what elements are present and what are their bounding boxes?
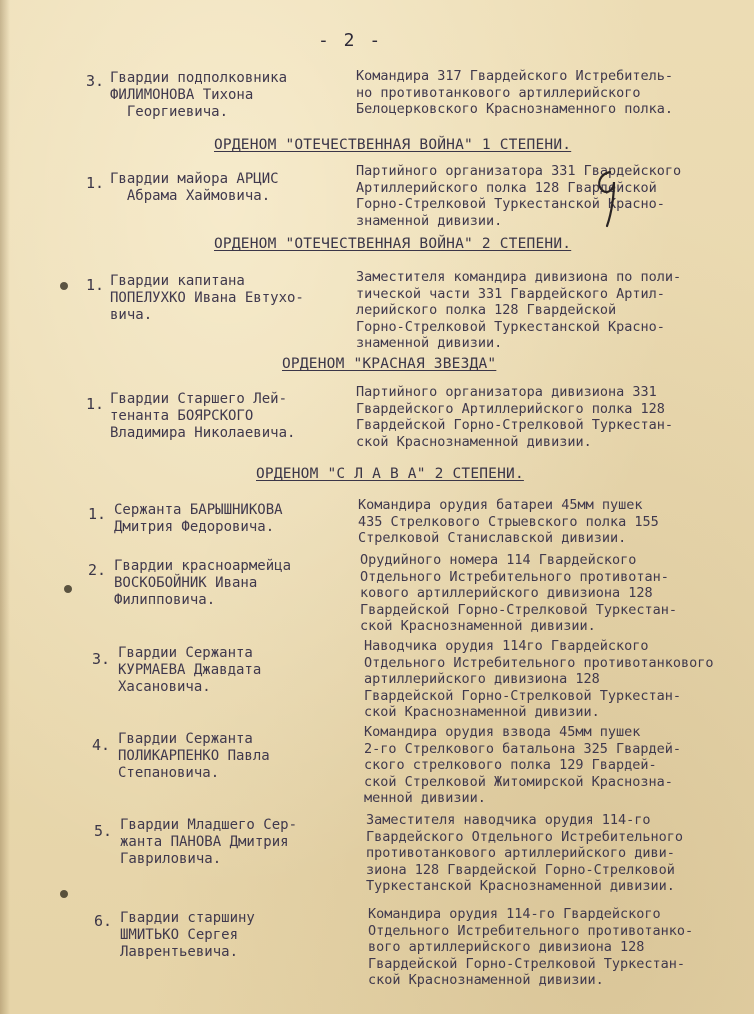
recipient-position: Наводчика орудия 114го Гвардейского Отдельного Истребительного противотанкового артиллерийского дивизиона 128 Гвардейской Горно-Стрелковой Туркестан- ской Краснознаменной дивизии.: [364, 638, 714, 720]
recipient-name: Гвардии подполковника ФИЛИМОНОВА Тихона Георгиевича.: [110, 70, 288, 120]
recipient-position: Орудийного номера 114 Гвардейского Отдельного Истребительного противотан- кового артиллерийского дивизиона 128 Гвардейской Горно-Стрелковой Туркестан- ской Краснознаменной дивизии.: [360, 552, 677, 634]
handwritten-mark-icon: [592, 168, 622, 230]
recipient-name: Гвардии Сержанта ПОЛИКАРПЕНКО Павла Степановича.: [118, 731, 270, 781]
section-heading-patriotic-war-2: ОРДЕНОМ "ОТЕЧЕСТВЕННАЯ ВОЙНА" 2 СТЕПЕНИ.: [214, 236, 572, 252]
section-heading-glory-2: ОРДЕНОМ "С Л А В А" 2 СТЕПЕНИ.: [256, 466, 524, 482]
recipient-position: Командира орудия батареи 45мм пушек 435 Стрелкового Стрыевского полка 155 Стрелковой Станиславской дивизии.: [358, 497, 659, 546]
recipient-position: Партийного организатора 331 Гвардейского Артиллерийского полка 128 Гвардейской Горно-Стрелковой Туркестанской Красно- знаменной дивизии.: [356, 163, 682, 229]
entry-number: 2.: [88, 561, 107, 579]
entry-number: 1.: [86, 174, 105, 192]
entry-number: 3.: [92, 650, 111, 668]
entry-number: 6.: [94, 912, 113, 930]
recipient-position: Заместителя наводчика орудия 114-го Гвардейского Отдельного Истребительного противотанкового артиллерийского диви- зиона 128 Гвардейской Горно-Стрелковой Туркестанской Краснознаменной дивизии.: [366, 812, 683, 894]
recipient-name: Гвардии красноармейца ВОСКОБОЙНИК Ивана Филипповича.: [114, 558, 292, 608]
entry-number: 1.: [86, 276, 105, 294]
entry-number: 1.: [88, 505, 107, 523]
section-heading-patriotic-war-1: ОРДЕНОМ "ОТЕЧЕСТВЕННАЯ ВОЙНА" 1 СТЕПЕНИ.: [214, 137, 572, 153]
recipient-name: Сержанта БАРЫШНИКОВА Дмитрия Федоровича.: [114, 502, 283, 535]
recipient-name: Гвардии Младшего Сер- жанта ПАНОВА Дмитрия Гавриловича.: [120, 817, 298, 867]
recipient-position: Заместителя командира дивизиона по поли- тической части 331 Гвардейского Артил- лерийского полка 128 Гвардейской Горно-Стрелковой Туркестанской Красно- знаменной дивизии.: [356, 269, 682, 351]
section-heading-red-star: ОРДЕНОМ "КРАСНАЯ ЗВЕЗДА": [282, 356, 497, 372]
recipient-position: Партийного организатора дивизиона 331 Гвардейского Артиллерийского полка 128 Гвардейской Горно-Стрелковой Туркестан- ской Краснознаменной дивизии.: [356, 384, 673, 450]
recipient-name: Гвардии капитана ПОПЕЛУХКО Ивана Евтухо- вича.: [110, 273, 304, 323]
recipient-position: Командира 317 Гвардейского Истребитель- но противотанкового артиллерийского Белоцерковского Краснознаменного полка.: [356, 68, 673, 117]
recipient-position: Командира орудия 114-го Гвардейского Отдельного Истребительного противотанко- вого артиллерийского дивизиона 128 Гвардейской Горно-Стрелковой Туркестан- ской Краснознаменной дивизии.: [368, 906, 694, 988]
entry-number: 1.: [86, 395, 105, 413]
entry-number: 5.: [94, 822, 113, 840]
punch-hole-icon: [60, 282, 68, 290]
entry-number: 4.: [92, 736, 111, 754]
recipient-name: Гвардии Сержанта КУРМАЕВА Джавдата Хасановича.: [118, 645, 262, 695]
punch-hole-icon: [60, 890, 68, 898]
entry-number: 3.: [86, 72, 105, 90]
punch-hole-icon: [64, 585, 72, 593]
recipient-name: Гвардии старшину ШМИТЬКО Сергея Лаврентьевича.: [120, 910, 255, 960]
page-number: - 2 -: [318, 30, 383, 51]
recipient-position: Командира орудия взвода 45мм пушек 2-го Стрелкового батальона 325 Гвардей- ского стрелкового полка 129 Гвардей- ской Стрелковой Житомирской Краснозна- менной дивизии.: [364, 724, 681, 806]
recipient-name: Гвардии Старшего Лей- тенанта БОЯРСКОГО Владимира Николаевича.: [110, 391, 296, 441]
recipient-name: Гвардии майора АРЦИС Абрама Хаймовича.: [110, 171, 279, 204]
